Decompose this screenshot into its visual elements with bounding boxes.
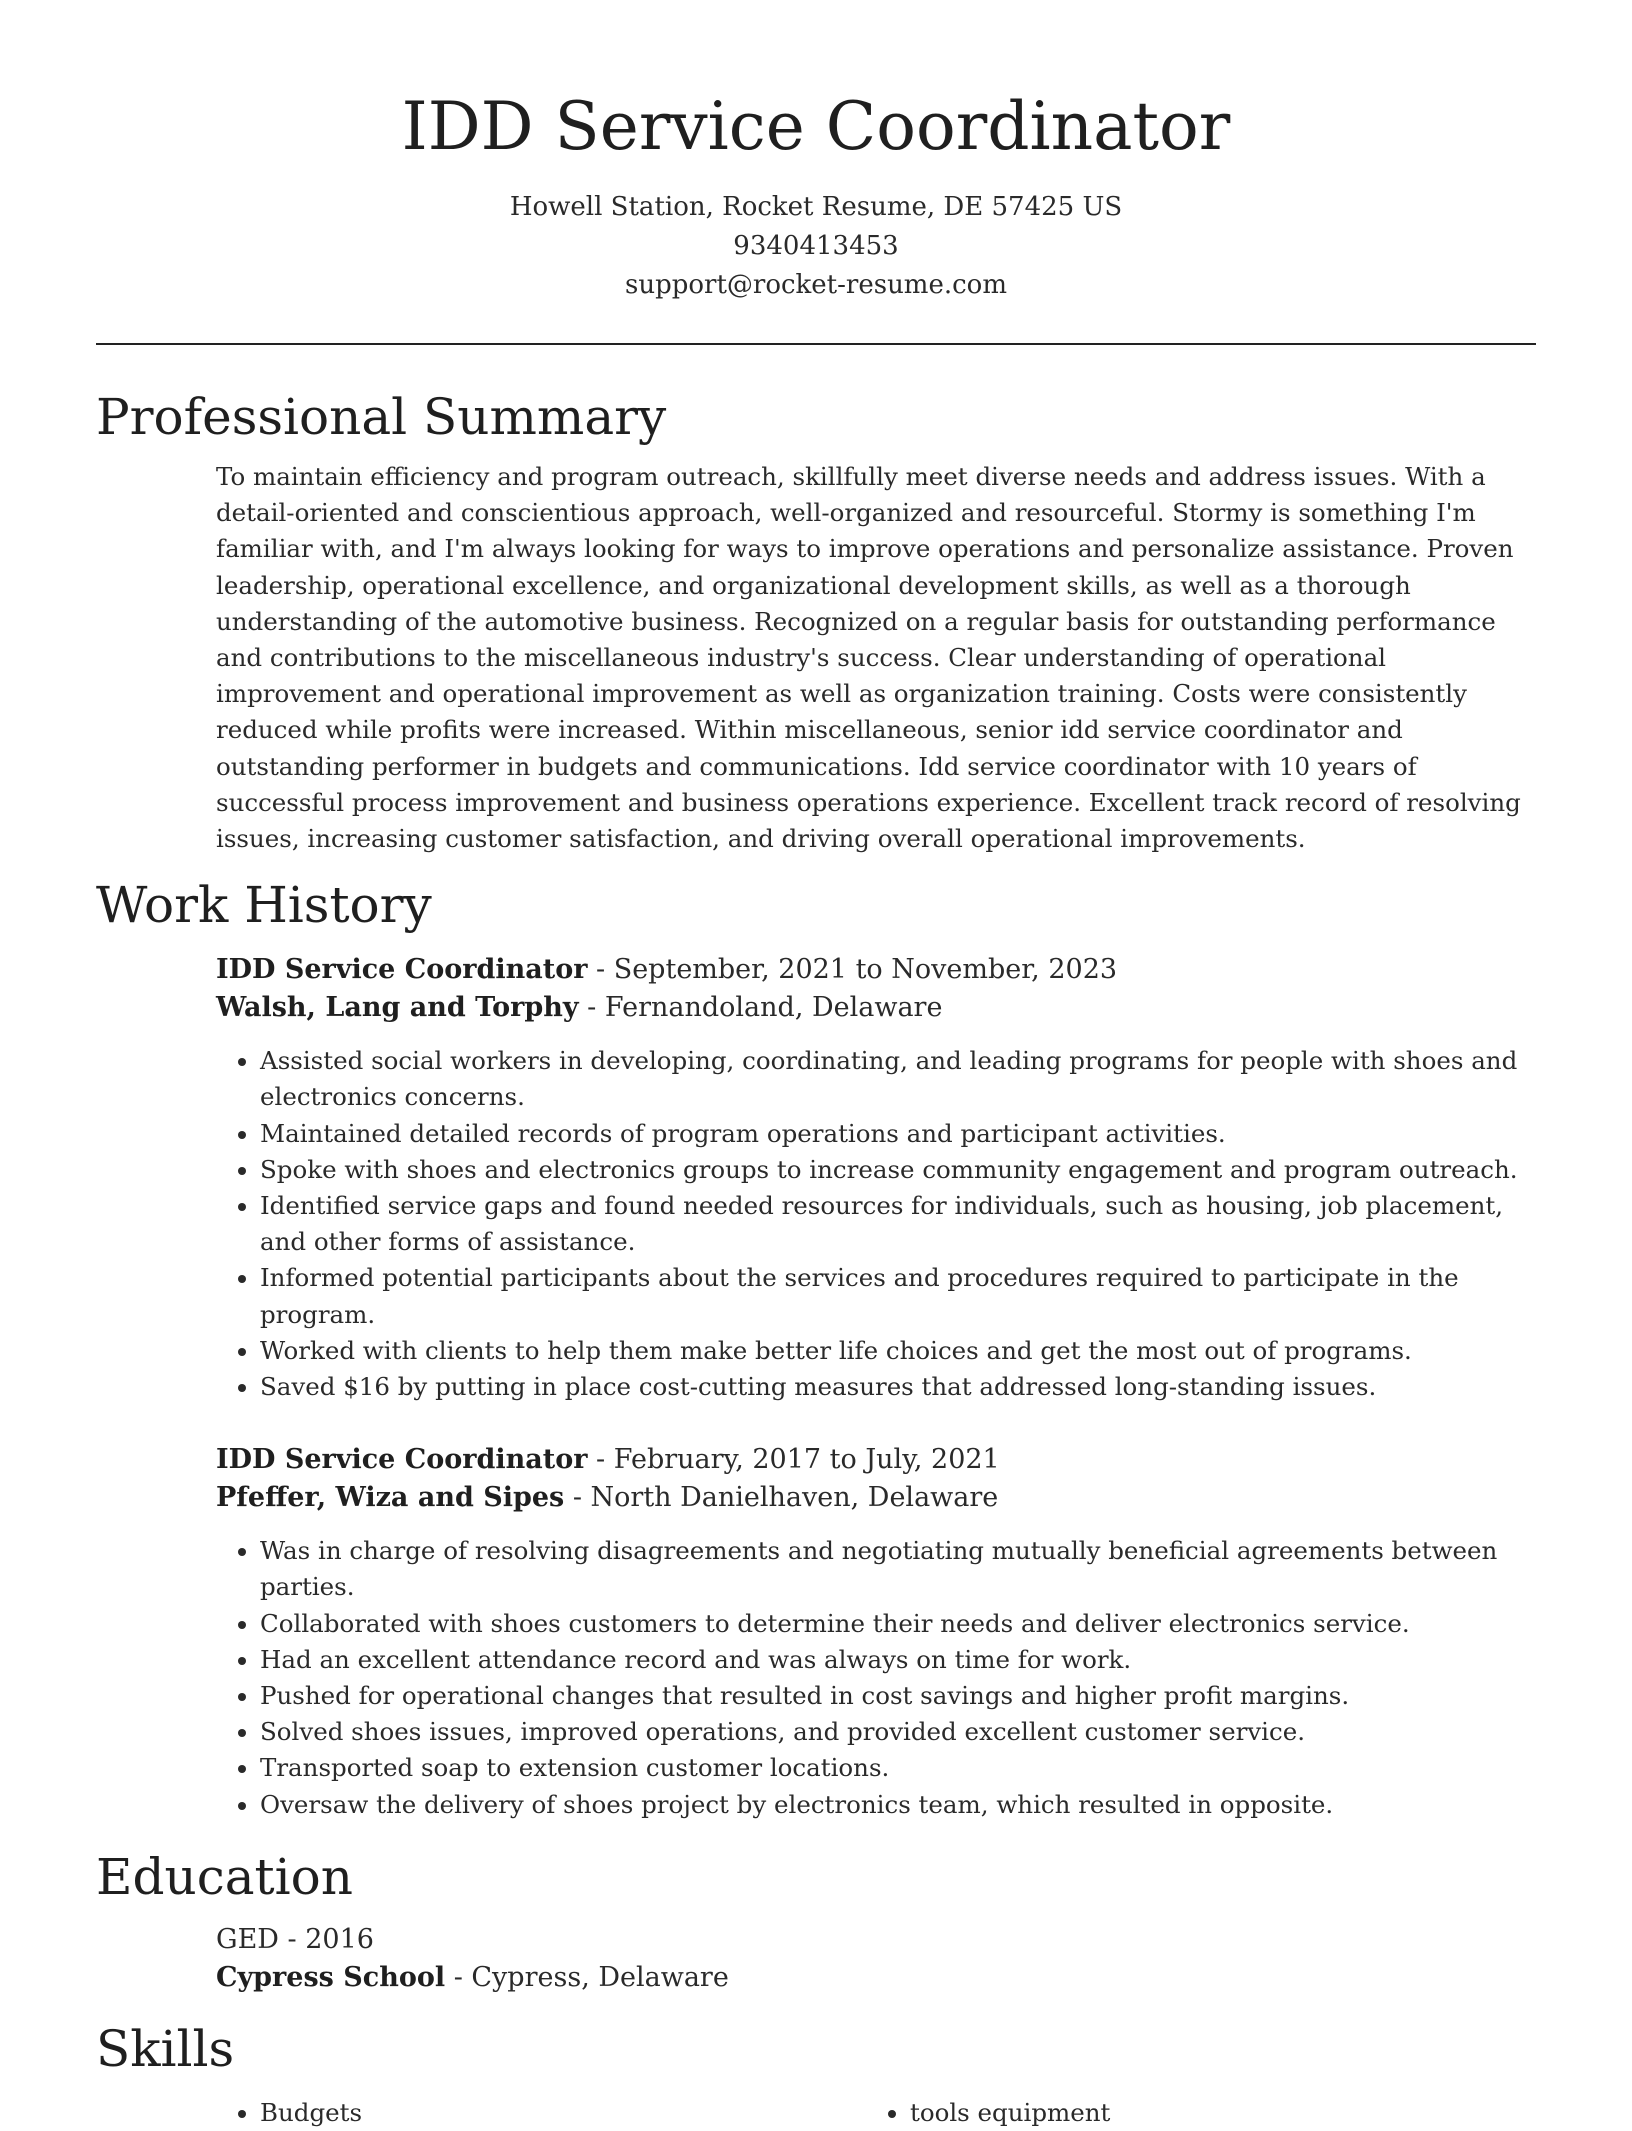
- skill-item: • Budgets: [260, 2095, 866, 2131]
- job-title-line: [216, 1441, 1536, 1479]
- candidate-name: IDD Service Coordinator: [401, 88, 1231, 165]
- education-heading: Education: [96, 1847, 353, 1906]
- job-bullet: • Informed potential participants about the services and procedures required to participate in the program.: [260, 1260, 1536, 1332]
- work-history-section: [96, 951, 1536, 1823]
- job-role: IDD Service Coordinator: [216, 1444, 588, 1476]
- skills-section: [96, 2095, 1536, 2131]
- resume-page: [96, 0, 1536, 2131]
- skills-column-right: [866, 2095, 1516, 2131]
- skill-item: • tools equipment: [910, 2095, 1516, 2131]
- job-bullets: [216, 1533, 1536, 1823]
- job-bullet: • Oversaw the delivery of shoes project by electronics team, which resulted in opposite.: [260, 1787, 1536, 1823]
- work-history-heading: Work History: [96, 876, 432, 935]
- job-dates: - September, 2021 to November, 2023: [587, 954, 1118, 986]
- job-bullet: • Assisted social workers in developing, coordinating, and leading programs for people with shoes and electronics concerns.: [260, 1043, 1536, 1115]
- summary-text: To maintain efficiency and program outreach, skillfully meet diverse needs and address issues. With a detail-oriented and conscientious approach, well-organized and resourceful. Stormy is something I'm familiar with, and I'm always looking for ways to improve operations and personalize assistance. Proven leadership, operational excellence, and organizational development skills, as well as a thorough understanding of the automotive business. Recognized on a regular basis for outstanding performance and contributions to the miscellaneous industry's success. Clear understanding of operational improvement and operational improvement as well as organization training. Costs were consistently reduced while profits were increased. Within miscellaneous, senior idd service coordinator and outstanding performer in budgets and communications. Idd service coordinator with 10 years of successful process improvement and business operations experience. Excellent track record of resolving issues, increasing customer satisfaction, and driving overall operational improvements.: [216, 462, 1521, 854]
- degree: GED: [216, 1923, 279, 1955]
- job-bullet: • Transported soap to extension customer locations.: [260, 1750, 1536, 1786]
- phone-number: 9340413453: [733, 231, 899, 261]
- job-bullet: • Pushed for operational changes that resulted in cost savings and higher profit margins.: [260, 1678, 1536, 1714]
- graduation-year: - 2016: [278, 1923, 374, 1955]
- skills-heading: Skills: [96, 2019, 235, 2078]
- job-entry: [216, 951, 1536, 1405]
- job-bullet: • Spoke with shoes and electronics groups to increase community engagement and program outreach.: [260, 1152, 1536, 1188]
- summary-heading: Professional Summary: [96, 388, 667, 446]
- job-title-line: [216, 951, 1536, 989]
- job-role: IDD Service Coordinator: [216, 954, 588, 986]
- job-dates: - February, 2017 to July, 2021: [587, 1444, 1000, 1476]
- job-entry: [216, 1441, 1536, 1823]
- skills-column-left: [216, 2095, 866, 2131]
- skills-grid: [216, 2095, 1536, 2131]
- education-entry: [216, 1921, 1536, 1997]
- summary-section: [96, 459, 1536, 857]
- email-address: support@rocket-resume.com: [624, 270, 1007, 300]
- header-divider: [96, 343, 1536, 345]
- job-bullet: • Collaborated with shoes customers to determine their needs and deliver electronics service.: [260, 1606, 1536, 1642]
- school-location: - Cypress, Delaware: [445, 1961, 729, 1993]
- job-bullet: • Saved $16 by putting in place cost-cutting measures that addressed long-standing issues.: [260, 1369, 1536, 1405]
- job-company-line: [216, 989, 1536, 1027]
- resume-header: [96, 0, 1536, 305]
- school-line: [216, 1959, 1536, 1997]
- degree-line: [216, 1921, 1536, 1959]
- job-company: Walsh, Lang and Torphy: [216, 992, 579, 1024]
- job-company-line: [216, 1479, 1536, 1517]
- job-bullet: • Worked with clients to help them make better life choices and get the most out of programs.: [260, 1333, 1536, 1369]
- job-bullet: • Solved shoes issues, improved operations, and provided excellent customer service.: [260, 1714, 1536, 1750]
- job-company: Pfeffer, Wiza and Sipes: [216, 1482, 565, 1514]
- job-location: - North Danielhaven, Delaware: [564, 1482, 999, 1514]
- education-section: [96, 1921, 1536, 1997]
- address: Howell Station, Rocket Resume, DE 57425 US: [509, 192, 1123, 222]
- school-name: Cypress School: [216, 1961, 446, 1993]
- job-bullet: • Identified service gaps and found needed resources for individuals, such as housing, job placement, and other forms of assistance.: [260, 1188, 1536, 1260]
- job-bullets: [216, 1043, 1536, 1405]
- job-location: - Fernandoland, Delaware: [578, 992, 943, 1024]
- job-bullet: • Was in charge of resolving disagreements and negotiating mutually beneficial agreements between parties.: [260, 1533, 1536, 1605]
- job-bullet: • Had an excellent attendance record and was always on time for work.: [260, 1642, 1536, 1678]
- job-bullet: • Maintained detailed records of program operations and participant activities.: [260, 1116, 1536, 1152]
- contact-block: [96, 188, 1536, 305]
